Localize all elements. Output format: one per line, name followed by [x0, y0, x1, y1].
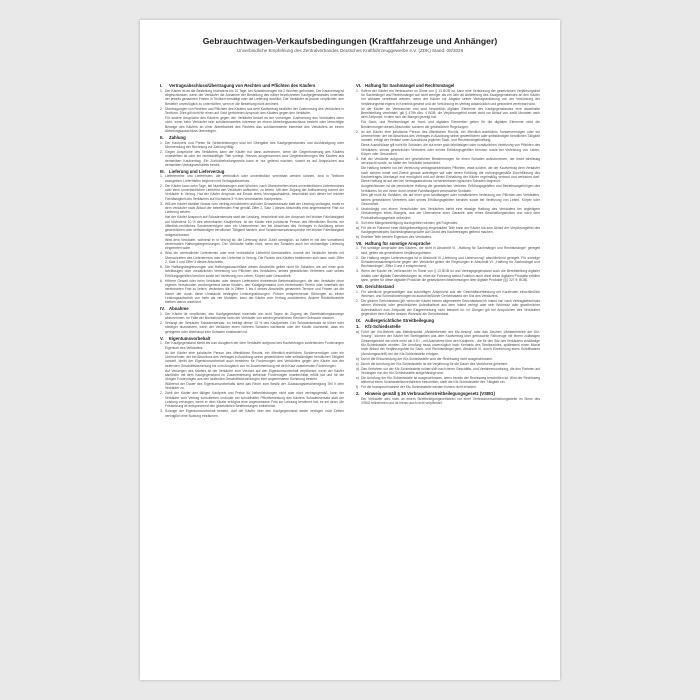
clause-paragraph [160, 89, 344, 106]
clause-text: Der Käufer ist verpflichtet, den Kaufgegenstand innerhalb von acht Tagen ab Zugang der Bereitstellungsanzeige abzunehmen. Im Falle der Nichtabnahme kann der Verkäufer von seinen gesetzlichen Rechten Gebrauch machen. [165, 311, 344, 321]
clause-number: 1. [160, 174, 163, 179]
section [160, 336, 344, 418]
clause-text: Verlangt der Verkäufer Schadensersatz, so beträgt dieser 10 % des Kaufpreises. Der Schadensersatz ist höher oder niedriger anzusetzen, wenn der Verkäufer einen höheren Schaden nachweist oder der Käufer nachweist, dass ein geringerer oder überhaupt kein Schaden entstanden ist. [165, 321, 344, 334]
clause-paragraph [356, 376, 540, 385]
section-title: Vertragsabschluss/Übertragung von Rechten und Pflichten des Käufers [169, 83, 316, 89]
clause-text: Für die Inanspruchnahme der Kfz-Schiedsstelle werden Kosten nicht erhoben. [361, 385, 477, 390]
clause-text: Ist der Käufer eine juristische Person des öffentlichen Rechts, ein öffentlich-rechtliches Sondervermögen oder ein Unternehmer, der bei Abschluss des Vertrages in Ausübung seiner gewerblichen oder selbständigen beruflichen Tätigkeit handelt, bleibt der Eigentumsvorbehalt auch bestehen für Forderungen des Verkäufers gegen den Käufer aus der laufenden Geschäftsbeziehung bis zum Ausgleich von im Zusammenhang mit dem Kauf zustehenden Forderungen. [165, 350, 344, 368]
clause-number: 2. [160, 106, 163, 111]
clause-number: b) [356, 234, 359, 239]
clause-text: Will der Käufer darüber hinaus vom Vertrag zurücktreten und/oder Schadensersatz statt der Leistung verlangen, muss er dem Verkäufer nach Ablauf der betreffenden Frist gemäß Ziffer 2, Satz 1 dieses Abschnitts eine angemessene Frist zur Lieferung setzen. [165, 201, 344, 215]
clause-text: Wird ein verbindlicher Liefertermin oder eine verbindliche Lieferfrist überschritten, kommt der Verkäufer bereits mit Überschreiten des Liefertermins oder der Lieferfrist in Verzug. Die Rechte des Käufers bestimmen sich dann nach Ziffer 2, Satz 3 und Ziffer 3 dieses Abschnitts. [165, 251, 344, 264]
clause-text: Die Anrufung der Kfz-Schiedsstelle ist ausgeschlossen, wenn bereits der Rechtsweg beschritten ist. Wird der Rechtsweg während eines Schiedsstellenverfahrens beschritten, stellt die Kfz-Schiedsstelle ihre Tätigkeit ein. [361, 375, 540, 385]
clause-number: 6. [160, 278, 163, 283]
clause-paragraph [356, 120, 540, 129]
clause-number: 1. [160, 88, 163, 93]
clause-text: Solange der Eigentumsvorbehalt besteht, darf der Käufer über den Kaufgegenstand weder verfügen noch Dritten vertraglich eine Nutzung einräumen. [165, 409, 344, 418]
clause-text: Diese Ausschlüsse gilt nicht für Schäden, die auf einer grob fahrlässigen oder vorsätzlichen Verletzung von Pflichten des Verkäufers, seines gesetzlichen Vertreters oder seines Erfüllungsgehilfen beruhen sowie bei Verletzung von Leben, Körper oder Gesundheit. [361, 143, 540, 156]
section-title: Eigentumsvorbehalt [169, 335, 211, 341]
clause-paragraph [160, 238, 344, 251]
clause-text: Für andere Ansprüche des Käufers gegen den Verkäufer bedarf es der vorherigen Zustimmung des Verkäufers dann nicht, wenn beim Verkäufer kein schützenswertes Interesse an einem Abtretungsausschluss besteht oder berechtigte Belange des Käufers an einer Abtretbarkeit des Rechtes das schützenswerte Interesse des Verkäufers an einem Abtretungsausschluss überwiegen. [165, 116, 344, 134]
clause-paragraph [356, 184, 540, 193]
clause-text: Während der Dauer des Eigentumsvorbehalts steht das Recht zum Besitz der Zulassungsbescheinigung Teil II dem Verkäufer zu. [165, 382, 344, 391]
clause-text: Für die im Rahmen einer Mängelbeseitigung eingebauten Teile kann der Käufer bis zum Ablauf der Verjährungsfrist des Kaufgegenstandes Sachmängelansprüche auf Grund des Kaufvertrages geltend machen. [361, 225, 540, 234]
clause-number: 2. [160, 183, 163, 188]
clause-text: Gegen Ansprüche des Verkäufers kann der Käufer nur dann aufrechnen, wenn die Gegenforderung des Käufers unbestritten ist oder ein rechtskräftiger Titel vorliegt. Hiervon ausgenommen sind Gegenforderungen des Käufers aus demselben Kaufvertrag. Ein Zurückbehaltungsrecht kann er nur geltend machen, soweit es auf Ansprüchen aus demselben Vertragsverhältnis beruht. [165, 149, 344, 167]
clause-paragraph [356, 269, 540, 282]
clause-paragraph [356, 290, 540, 299]
section-number: VIII. [356, 283, 364, 289]
clause-text: Soll eine Mängelbeseitigung durchgeführt werden, gilt Folgendes: [361, 220, 459, 225]
clause-paragraph [356, 157, 540, 166]
clause-paragraph [356, 362, 540, 366]
clause-number: 5. [160, 264, 163, 269]
clause-paragraph [356, 367, 540, 376]
clause-paragraph [356, 357, 540, 361]
clause-paragraph [160, 202, 344, 215]
clause-number: 1. [356, 246, 359, 251]
clause-paragraph [160, 265, 344, 278]
section-number: II. [160, 135, 164, 140]
clause-number: 2. [160, 149, 163, 154]
section-number: I. [160, 83, 163, 89]
document-title: Gebrauchtwagen-Verkaufsbedingungen (Kraftfahrzeuge und Anhänger) [202, 36, 498, 46]
clause-paragraph [160, 116, 344, 133]
clause-text: Hat der Verkäufer aufgrund der gesetzlichen Bestimmungen für einen Schaden aufzukommen, der leicht fahrlässig verursacht wurde, so haftet der Verkäufer beschränkt. [361, 156, 540, 166]
section [160, 135, 344, 167]
clause-number: 3. [356, 269, 359, 274]
right-column [356, 82, 540, 672]
clause-number: d) [356, 366, 359, 371]
clause-paragraph [356, 166, 540, 183]
section-heading [160, 306, 344, 311]
clause-text: Ist der Käufer ein Verbraucher und wird hinsichtlich digitaler Elemente des Kaufgegenstandes eine dauerhafte Bereitstellung vereinbart, gilt § 475b Abs. 4 BGB; die Verjährungsfrist endet nicht vor Ablauf von zwölf Monaten nach dem Zeitpunkt, in dem sich der Mangel gezeigt hat. [361, 106, 540, 120]
clause-paragraph [356, 89, 540, 106]
clause-paragraph [356, 397, 540, 406]
clause-number: b) [356, 356, 359, 361]
clause-text: Der Käufer kann zehn Tage, bei Nutzfahrzeugen zwei Wochen, nach Überschreiten eines unverbindlichen Liefertermines oder einer unverbindlichen Lieferfrist den Verkäufer auffordern, zu liefern. Mit dem Zugang der Aufforderung kommt der Verkäufer in Verzug. Hat der Käufer Anspruch auf Ersatz eines Verzugsschadens, beschränkt sich dieser bei leichter Fahrlässigkeit des Verkäufers auf höchstens 5 % des vereinbarten Kaufpreises. [165, 183, 344, 201]
clause-paragraph [160, 184, 344, 201]
clause-paragraph [160, 351, 344, 368]
clause-number: 4. [160, 251, 163, 256]
clause-paragraph [160, 141, 344, 150]
clause-text: Für sonstige Ansprüche des Käufers, die nicht in Abschnitt VI. „Haftung für Sachmängel und Rechtsmängel“ geregelt sind, gelten die gesetzlichen Verjährungsfristen. [361, 246, 540, 255]
clause-paragraph [160, 107, 344, 116]
clause-paragraph [356, 330, 540, 356]
clause-paragraph [356, 246, 540, 255]
clause-number: 1. [356, 88, 359, 93]
clause-paragraph [160, 382, 344, 391]
clause-text: Wenn der Käufer ein Verbraucher im Sinne von § 13 BGB ist und Vertragsgegenstand auch die Bereitstellung digitaler Inhalte oder digitaler Dienstleistungen ist, etwa die Fahrzeug selbst-Funktion auch ohne diese digitalen Produkte erfüllen kann, gelten für diese digitalen Produkte die gesetzlichen Bestimmungen über digitale Produkte (§§ 327 ff. BGB). [361, 269, 540, 283]
section-heading [356, 83, 540, 88]
clause-text: Der Käufer ist an die Bestellung höchstens bis 10 Tage, bei Nutzfahrzeugen bis 2 Wochen gebunden. Der Kaufvertrag ist abgeschlossen, wenn der Verkäufer die Annahme der Bestellung des näher bezeichneten Kaufgegenstandes innerhalb der jeweils genannten Fristen in Textform bestätigt oder die Lieferung ausführt. Der Verkäufer ist jedoch verpflichtet, den Besteller unverzüglich zu unterrichten, wenn er die Bestellung nicht annimmt. [165, 88, 344, 106]
clause-text: Sofern der Käufer ein Verbraucher im Sinne von § 13 BGB ist, kann eine Verkürzung der gesetzlichen Verjährungsfrist für Sachmängel und Rechtsmängel auf nicht weniger als ein Jahr ab Ablieferung des Kaufgegenstandes an den Käufer nur wirksam vereinbart werden, wenn der Käufer vor Abgabe seiner Vertragserklärung von der Verkürzung der Verjährungsfrist eigens in Kenntnis gesetzt und die Verkürzung im Vertrag ausdrücklich und gesondert vereinbart wird. [361, 88, 540, 106]
clause-number: 3. [356, 156, 359, 161]
section [160, 306, 344, 334]
section-number: III. [160, 168, 165, 174]
clause-number: a) [356, 225, 359, 230]
clause-paragraph [160, 321, 344, 334]
clause-paragraph [160, 341, 344, 350]
clause-text: Durch die Entscheidung der Kfz-Schiedsstelle wird der Rechtsweg nicht ausgeschlossen. [361, 356, 493, 361]
clause-number: a) [356, 330, 359, 334]
clause-text: Der gleiche Gerichtsstand gilt, wenn der Käufer keinen allgemeinen Gerichtsstand im Inland hat, nach Vertragsabschluss seinen Wohnsitz oder gewöhnlichen Aufenthaltsort aus dem Inland verlegt oder sein Wohnsitz oder gewöhnlicher Aufenthaltsort zum Zeitpunkt der Klageerhebung nicht bekannt ist. Im Übrigen gilt bei Ansprüchen des Verkäufers gegenüber dem Käufer dessen Wohnsitz als Gerichtsstand. [361, 298, 540, 316]
clause-number: 5. [356, 220, 359, 225]
clause-number: 4. [356, 207, 359, 212]
section-number: IV. [160, 306, 165, 312]
clause-text: Für sämtliche gegenwärtigen und zukünftigen Ansprüche aus der Geschäftsverbindung mit Kaufleuten einschließlich Wechsel- und Scheckforderungen ist ausschließlicher Gerichtsstand der Sitz des Verkäufers. [361, 289, 540, 298]
clause-text: Der Kaufpreis und Preise für Nebenleistungen sind bei Übergabe des Kaufgegenstandes und Aushändigung oder Übersendung der Rechnung zur Zahlung fällig. [165, 140, 344, 149]
section-title: Abnahme [169, 306, 189, 312]
clause-number: 3. [160, 201, 163, 206]
clause-text: Zahlt der Käufer den fälligen Kaufpreis und Preise für Nebenleistungen nicht oder nicht vertragsgemäß, kann der Verkäufer vom Vertrag zurücktreten und/oder bei schuldhafter Pflichtverletzung des Käufers Schadensersatz statt der Leistung verlangen, wenn er dem Käufer erfolglos eine angemessene Frist zur Leistung bestimmt hat, es sei denn, die Fristsetzung ist entsprechend den gesetzlichen Bestimmungen entbehrlich. [165, 391, 344, 409]
clause-paragraph [160, 174, 344, 183]
section-number: 2. [356, 391, 360, 397]
clause-number: 2. [160, 321, 163, 326]
clause-number: 3. [160, 409, 163, 414]
section-number: 1. [356, 324, 360, 330]
clause-number: e) [356, 375, 359, 380]
section-title: Außergerichtliche Streitbeilegung [365, 317, 434, 323]
clause-number: c) [356, 361, 359, 366]
clause-text: Ist der Käufer eine juristische Person des öffentlichen Rechts, ein öffentlich-rechtliches Sondervermögen oder ein Unternehmer, der bei Abschluss des Vertrages in Ausübung seiner gewerblichen oder selbständigen beruflichen Tätigkeit handelt, erfolgt der Verkauf unter Ausschluss jeglicher Sach- und Rechtsmängelhaftung. [361, 129, 540, 143]
section-title: Haftung für sonstige Ansprüche [365, 240, 431, 246]
clause-text: Die Haftungsbegrenzungen und Haftungsausschlüsse dieses Abschnitts gelten nicht für Schäden, die auf einer grob fahrlässigen oder vorsätzlichen Verletzung von Pflichten des Verkäufers, seines gesetzlichen Vertreters oder seines Erfüllungsgehilfen beruhen sowie bei Verletzung von Leben, Körper oder Gesundheit. [165, 264, 344, 278]
clause-text: Durch die Anrufung der Kfz-Schiedsstelle ist die Verjährung für die Dauer des Verfahrens gehemmt. [361, 361, 509, 366]
section-number: V. [160, 335, 164, 341]
section-heading [160, 135, 344, 140]
clause-paragraph [356, 193, 540, 206]
section-title: Haftung für Sachmängel und Rechtsmängel [365, 83, 455, 89]
clause-text: Führt der Kfz-Betrieb das Meisterschild „Meisterbetrieb der Kfz-Innung“ oder das Zeichen „Meisterbetrieb der Kfz-Innung“, können der Käufer bei Streitigkeiten aus dem Kaufvertrag über gebrauchte Fahrzeuge mit einem zulässigen Gesamtgewicht von nicht mehr als 3,5 t – mit Ausnahme über den Kaufpreis – die für den Sitz des Verkäufers zuständige Kfz-Schiedsstelle anrufen. Die Anrufung muss unverzüglich nach Kenntnis des Streitpunktes, spätestens einen Monat nach Ablauf der Verjährungsfrist für Sach- und Rechtsmängel gem. Abschnitt VI. durch Einreichung eines Schriftsatzes (Anrufungsschrift) bei der Kfz-Schiedsstelle erfolgen. [361, 330, 540, 356]
section-number: IX. [356, 317, 362, 323]
section [356, 318, 540, 323]
columns-container [160, 82, 540, 672]
clause-number: 1. [160, 341, 163, 346]
section-heading [160, 83, 344, 88]
section-title: Zahlung [169, 135, 186, 140]
clause-paragraph [160, 369, 344, 382]
section-heading [160, 336, 344, 341]
clause-text: Die Haftung wegen Lieferverzuges ist in Abschnitt III „Lieferung und Lieferverzug“ abschließend geregelt. Für sonstige Schadensersatzansprüche gegen den Verkäufer gelten die Regelungen in Abschnitt VI. „Haftung für Sachmängel und Rechtsmängel“, Ziffer 3 und 4 entsprechend. [361, 255, 540, 269]
clause-paragraph [160, 391, 344, 408]
clause-paragraph [160, 312, 344, 321]
clause-paragraph [356, 107, 540, 120]
section [356, 391, 540, 405]
clause-text: Hat der Käufer Anspruch auf Schadensersatz statt der Leistung, beschränkt sich der Anspruch bei leichter Fahrlässigkeit auf höchstens 10 % des vereinbarten Kaufpreises. Ist der Käufer eine juristische Person des öffentlichen Rechts, ein öffentlich-rechtliches Sondervermögen oder ein Unternehmer, der bei Abschluss des Vertrages in Ausübung seiner gewerblichen oder selbständigen beruflichen Tätigkeit handelt, sind Schadensersatzansprüche bei leichter Fahrlässigkeit ausgeschlossen. [165, 215, 344, 237]
section-title: Hinweis gemäß § 36 Verbraucherstreitbeilegungsgesetz (VSBG) [365, 391, 495, 397]
section-title: Kfz-Schiedsstelle [365, 324, 401, 330]
clause-text: Der Verkäufer wird nicht an einem Streitbeilegungsverfahren vor einer Verbraucherschlichtungsstelle im Sinne des VSBG teilnehmen und ist hierzu auch nicht verpflichtet. [361, 396, 540, 405]
clause-number: 2. [160, 391, 163, 396]
clause-paragraph [160, 279, 344, 305]
clause-paragraph [356, 143, 540, 156]
clause-number: 2. [356, 255, 359, 260]
section-number: VI. [356, 83, 362, 89]
clause-paragraph [160, 409, 344, 418]
clause-paragraph [160, 150, 344, 167]
section [356, 284, 540, 316]
clause-text: Höhere Gewalt oder beim Verkäufer oder dessen Lieferanten eintretende Betriebsstörungen, die den Verkäufer ohne eigenes Verschulden vorübergehend daran hindern, den Kaufgegenstand zum vereinbarten Termin oder innerhalb der vereinbarten Frist zu liefern, verändern die in Ziffern 1 bis 4 dieses Abschnitts genannten Termine und Fristen um die Dauer der durch diese Umstände bedingten Leistungsstörungen. Führen entsprechende Störungen zu einem Leistungsaufschub von mehr als vier Monaten, kann der Käufer vom Vertrag zurücktreten. Andere Rücktrittsrechte bleiben davon unberührt. [165, 278, 344, 305]
clause-paragraph [356, 256, 540, 269]
clause-paragraph [356, 299, 540, 316]
clause-paragraph [356, 385, 540, 389]
clause-text: Die Haftung besteht nur bei Verletzung vertragswesentlicher Pflichten, etwa solcher, die der Kaufvertrag dem Verkäufer nach seinem Inhalt und Zweck gerade auferlegen will oder deren Erfüllung die ordnungsgemäße Durchführung des Kaufvertrages überhaupt erst ermöglicht und auf deren Einhaltung der Käufer regelmäßig vertraut und vertrauen darf. Diese Haftung ist auf den bei Vertragsabschluss vorhersehbaren typischen Schaden begrenzt. [361, 166, 540, 184]
clause-number: f) [356, 385, 359, 390]
section [160, 169, 344, 305]
section [356, 83, 540, 239]
clause-paragraph [356, 221, 540, 225]
clause-text: Dies gilt nicht für Schäden, die auf einer grob fahrlässigen oder vorsätzlichen Verletzung von Pflichten des Verkäufers, seines gesetzlichen Vertreters oder seines Erfüllungsgehilfen beruhen sowie bei Verletzung von Leben, Körper oder Gesundheit. [361, 193, 540, 207]
clause-number: 2. [356, 298, 359, 303]
section-heading [160, 169, 344, 174]
clause-paragraph [356, 130, 540, 143]
section-heading [356, 318, 540, 323]
clause-paragraph [356, 235, 540, 239]
clause-number: 1. [356, 289, 359, 294]
clause-paragraph [356, 226, 540, 235]
section-heading [356, 241, 540, 246]
clause-text: Der Kaufgegenstand bleibt bis zum Ausgleich der dem Verkäufer aufgrund des Kaufvertrages zustehenden Forderungen Eigentum des Verkäufers. [165, 341, 344, 350]
section-title: Gerichtsstand [365, 283, 394, 289]
clause-paragraph [160, 215, 344, 237]
section-number: VII. [356, 240, 363, 246]
clause-text: Übertragungen von Rechten und Pflichten des Käufers aus dem Kaufvertrag bedürfen der Zustimmung des Verkäufers in Textform. Dies gilt nicht für einen auf Geld gerichteten Anspruch des Käufers gegen den Verkäufer. [165, 106, 344, 116]
clause-text: Unabhängig von einem Verschulden des Verkäufers bleibt eine etwaige Haftung des Verkäufers bei arglistigem Verschweigen eines Mangels, aus der Übernahme einer Garantie oder eines Beschaffungsrisikos und nach dem Produkthaftungsgesetz unberührt. [361, 207, 540, 220]
section [356, 241, 540, 283]
section [160, 83, 344, 133]
clause-text: Wird dem Verkäufer, während er in Verzug ist, die Lieferung durch Zufall unmöglich, so haftet er mit den vorstehend vereinbarten Haftungsbegrenzungen. Der Verkäufer haftet nicht, wenn der Schaden auch bei rechtzeitiger Lieferung eingetreten wäre. [165, 237, 344, 251]
document-subtitle: Unverbindliche Empfehlung des Zentralverbandes Deutsches Kraftfahrzeuggewerbe e.V. (ZDK) Stand: 08/2026 [236, 48, 464, 53]
clause-text: Für Sach- und Rechtsmängel an Hard- und digitalen Elementen gelten für die digitalen Elemente nicht die Bestimmungen dieses Abschnitts, sondern die gesetzlichen Regelungen. [361, 120, 540, 129]
section-heading [356, 324, 540, 329]
section-title: Lieferung und Lieferverzug [169, 168, 225, 174]
clause-text: Auf Verlangen des Käufers ist der Verkäufer zum Verzicht auf den Eigentumsvorbehalt verpflichtet, wenn der Käufer sämtliche mit dem Kaufgegenstand im Zusammenhang stehende Forderungen unanfechtbar erfüllt hat und für die übrigen Forderungen aus den laufenden Geschäftsbeziehungen eine angemessene Sicherung besteht. [165, 368, 344, 382]
clause-number: 1. [160, 311, 163, 316]
clause-paragraph [160, 251, 344, 264]
section-heading [356, 391, 540, 396]
clause-text: Ersetzte Teile werden Eigentum des Verkäufers. [361, 234, 433, 239]
clause-number: 2. [356, 129, 359, 134]
clause-text: Das Verfahren vor der Kfz-Schiedsstelle richtet sich nach deren Geschäfts- und Verfahrensordnung, die den Parteien auf Verlangen von der Kfz-Schiedsstelle ausgehändigt wird. [361, 366, 540, 375]
left-column [160, 82, 344, 672]
section-heading [356, 284, 540, 289]
clause-paragraph [356, 207, 540, 220]
clause-text: Ausgeschlossen ist die persönliche Haftung der gesetzlichen Vertreter, Erfüllungsgehilfen und Betriebsangehörigen des Verkäufers für von ihnen durch leichte Fahrlässigkeit verursachte Schäden. [361, 184, 540, 193]
clause-number: 1. [160, 140, 163, 145]
clause-text: Liefertermine und Lieferfristen, die verbindlich oder unverbindlich vereinbart werden können, sind in Textform anzugeben. Lieferfristen beginnen mit Vertragsabschluss. [165, 174, 344, 183]
section [356, 324, 540, 389]
document-page [140, 20, 560, 680]
